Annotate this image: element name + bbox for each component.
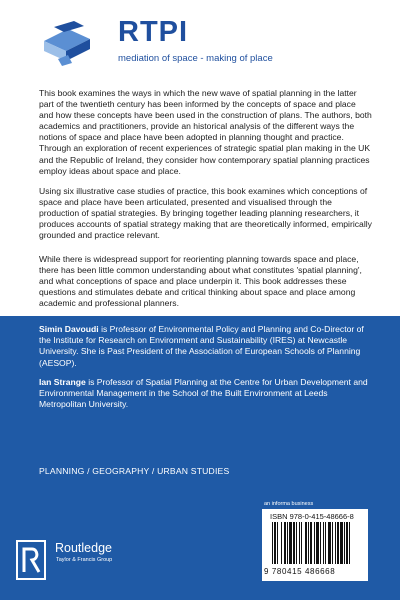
- author-name-2: Ian Strange: [39, 377, 86, 387]
- publisher-group: Taylor & Francis Group: [56, 557, 113, 563]
- author-bio-text-2: is Professor of Spatial Planning at the Centre for Urban Development and Environmental Management in the School of the Built Environment at Leeds Metropolitan University.: [39, 377, 368, 410]
- rtpi-name: RTPI: [118, 16, 189, 48]
- rtpi-tagline: mediation of space - making of place: [118, 53, 273, 64]
- informa-tagline: an informa business: [264, 501, 314, 507]
- blurb-paragraph-1: This book examines the ways in which the new wave of spatial planning in the latter part of the twentieth century has been informed by the concepts of space and place and how these concepts have been used in the construction of plans. The authors, both academics and practitioners, provide an historical analysis of the different ways the notions of space and place have been adopted in planning thought and practice. Through an exploration of recent experiences of strategic spatial plan making in the UK and the Republic of Ireland, they consider how contemporary spatial planning practices employ ideas about space and place.: [39, 88, 372, 176]
- author-name-1: Simin Davoudi: [39, 324, 99, 334]
- blurb-paragraph-2: Using six illustrative case studies of practice, this book examines which conceptions of space and place have been articulated, presented and visualised through the production of spatial strategies. By bringing together leading planning researchers, it produces accounts of spatial strategy making that are theoretically informed, empirically grounded and practice relevant.: [39, 186, 372, 241]
- author-bio-text-1: is Professor of Environmental Policy and Planning and Co-Director of the Institute for Research on Environment and Sustainability (IRES) at Newcastle University. She is Past President of the Association of European Schools of Planning (AESOP).: [39, 324, 364, 368]
- isbn-barcode-block: [262, 509, 368, 581]
- publisher-name: Routledge: [55, 541, 112, 555]
- ean-digits: 9 780415 486668: [264, 567, 336, 576]
- barcode: [270, 522, 362, 566]
- author-bio-2: [39, 377, 374, 411]
- isbn-label: ISBN 978-0-415-48666-8: [270, 512, 354, 521]
- blurb-paragraph-3: While there is widespread support for reorienting planning towards space and place, there has been little common understanding about what constitutes 'spatial planning', and what conceptions of space and place underpin it. This book addresses these questions and stimulates debate and critical thinking about space and place among academic and professional planners.: [39, 254, 362, 309]
- routledge-logo-icon: [16, 540, 46, 580]
- subject-categories: PLANNING / GEOGRAPHY / URBAN STUDIES: [39, 466, 230, 476]
- author-bio-1: [39, 324, 374, 369]
- rtpi-logo-icon: [38, 19, 102, 67]
- cover-blue-panel: [0, 316, 400, 600]
